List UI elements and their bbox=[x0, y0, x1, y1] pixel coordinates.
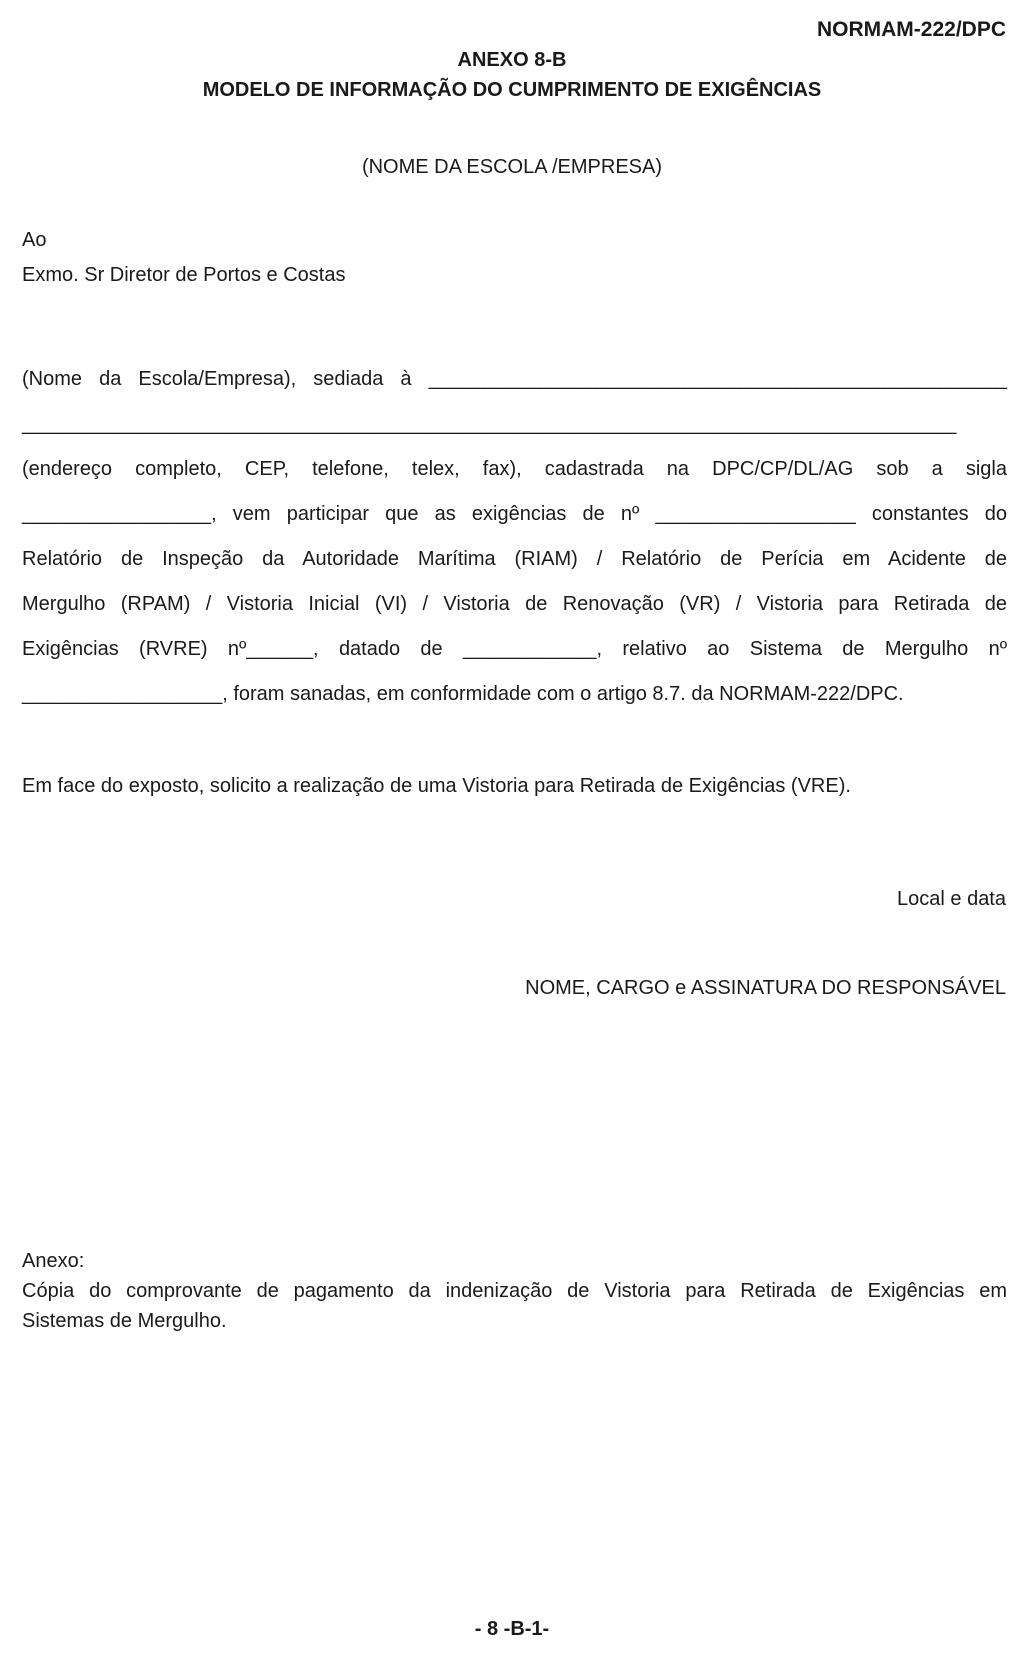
body-line: (endereço completo, CEP, telefone, telex, fax), cadastrada na DPC/CP/DL/AG sob a sigla bbox=[22, 458, 1007, 480]
salutation-to: Ao bbox=[22, 229, 47, 251]
body-line: Mergulho (RPAM) / Vistoria Inicial (VI) / Vistoria de Renovação (VR) / Vistoria para Retirada de bbox=[22, 593, 1007, 615]
document-code: NORMAM-222/DPC bbox=[816, 18, 1006, 41]
body-line: (Nome da Escola/Empresa), sediada à ____________________________________________________ bbox=[22, 368, 1007, 390]
model-title: MODELO DE INFORMAÇÃO DO CUMPRIMENTO DE EXIGÊNCIAS bbox=[202, 79, 822, 101]
annex-label: Anexo: bbox=[22, 1250, 85, 1272]
local-and-date: Local e data bbox=[897, 888, 1006, 910]
annex-description: Sistemas de Mergulho. bbox=[22, 1310, 227, 1332]
body-line: _________________, vem participar que as exigências de nº __________________ constantes do bbox=[22, 503, 1007, 525]
annex-description: Cópia do comprovante de pagamento da indenização de Vistoria para Retirada de Exigências em bbox=[22, 1280, 1007, 1302]
body-line: Relatório de Inspeção da Autoridade Marítima (RIAM) / Relatório de Perícia em Acidente de bbox=[22, 548, 1007, 570]
request-paragraph: Em face do exposto, solicito a realização de uma Vistoria para Retirada de Exigências (VRE). bbox=[22, 775, 851, 797]
school-name-placeholder: (NOME DA ESCOLA /EMPRESA) bbox=[361, 156, 663, 178]
body-line: Exigências (RVRE) nº______, datado de ____________, relativo ao Sistema de Mergulho nº bbox=[22, 638, 1007, 660]
salutation-recipient: Exmo. Sr Diretor de Portos e Costas bbox=[22, 264, 346, 286]
signature-line: NOME, CARGO e ASSINATURA DO RESPONSÁVEL bbox=[525, 977, 1006, 999]
body-line: __________________, foram sanadas, em conformidade com o artigo 8.7. da NORMAM-222/DPC. bbox=[22, 683, 904, 705]
page-number: - 8 -B-1- bbox=[474, 1618, 550, 1640]
annex-title: ANEXO 8-B bbox=[457, 49, 567, 71]
body-line: ____________________________________________________________________________________ bbox=[22, 413, 957, 435]
